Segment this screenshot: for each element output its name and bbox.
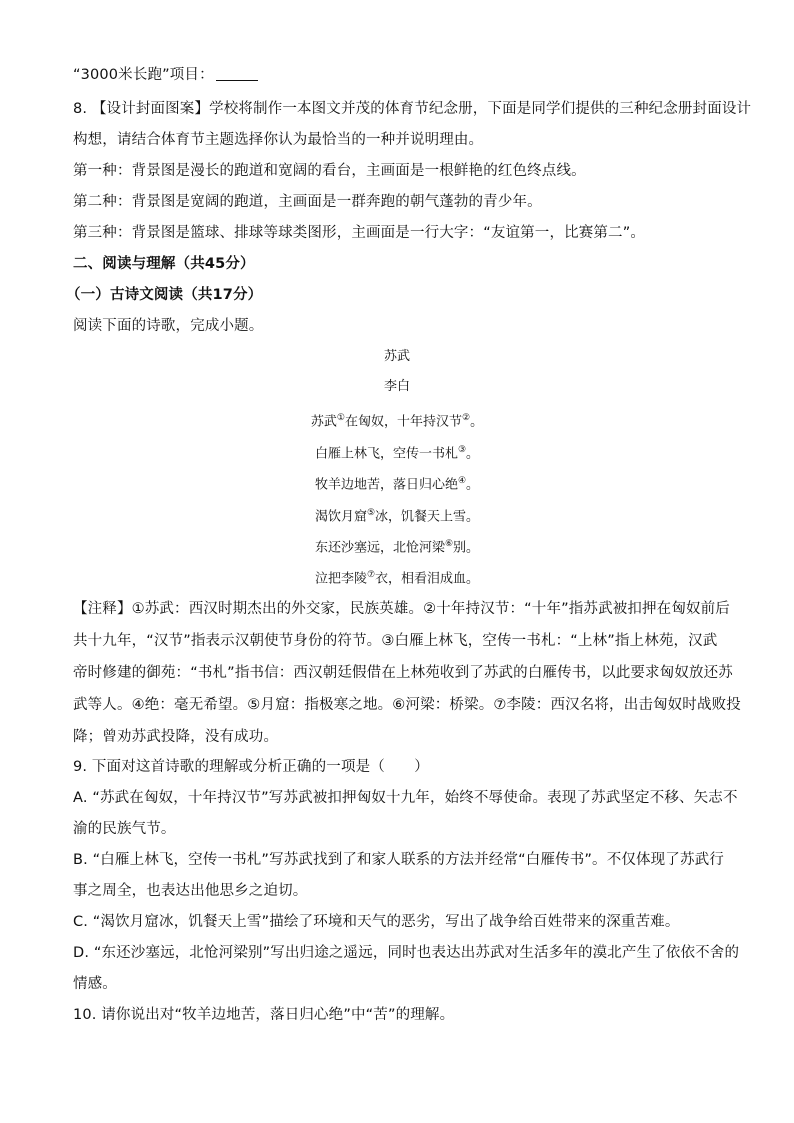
question-9-stem: 9. 下面对这首诗歌的理解或分析正确的一项是（ ） xyxy=(73,759,429,775)
option-b-line-2: 事之周全，也表达出他思乡之迫切。 xyxy=(73,883,308,899)
option-b-line-1: B. “白雁上林飞，空传一书札”写苏武找到了和家人联系的方法并经常“白雁传书”。不仅体现了苏武行 xyxy=(73,852,724,868)
option-a-line-2: 渝的民族气节。 xyxy=(73,821,176,837)
note-ref: ② xyxy=(462,413,471,423)
answer-blank[interactable] xyxy=(216,66,258,81)
poem-line-3: 牧羊边地苦，落日归心绝④。 xyxy=(314,476,480,493)
question-10: 10. 请你说出对“牧羊边地苦，落日归心绝”中“苦”的理解。 xyxy=(73,1007,455,1023)
poem-line-2: 白雁上林飞，空传一书札③。 xyxy=(314,445,480,462)
poem-line-4: 渴饮月窟⑤冰，饥餐天上雪。 xyxy=(314,508,480,525)
notes-line-3: 帝时修建的御苑：“书札”指书信：西汉朝廷假借在上林苑收到了苏武的白雁传书，以此要求匈奴放还苏 xyxy=(73,665,733,681)
poem-author: 李白 xyxy=(383,379,410,394)
note-ref: ⑦ xyxy=(366,570,376,580)
notes-line-5: 降；曾劝苏武投降，没有成功。 xyxy=(73,729,279,745)
poem-line-5: 东还沙塞远，北怆河梁⑥别。 xyxy=(314,539,480,556)
option-a-line-1: A. “苏武在匈奴，十年持汉节”写苏武被扣押匈奴十九年，始终不辱使命。表现了苏武坚定不移、矢志不 xyxy=(73,790,738,806)
note-ref: ③ xyxy=(457,445,467,455)
prompt-3000m: “3000米长跑”项目： xyxy=(73,67,214,83)
note-ref: ④ xyxy=(457,476,467,486)
subsection-heading-poetry: （一）古诗文阅读（共17分） xyxy=(66,287,263,303)
option-d-line-2: 情感。 xyxy=(73,976,117,992)
note-ref: ⑥ xyxy=(444,539,454,549)
option-second: 第二种：背景图是宽阔的跑道，主画面是一群奔跑的朝气蓬勃的青少年。 xyxy=(73,194,542,210)
option-d-line-1: D. “东还沙塞远，北怆河梁别”写出归途之遥远，同时也表达出苏武对生活多年的漠北产生了依依不舍的 xyxy=(73,945,740,961)
section-heading-reading: 二、阅读与理解（共45分） xyxy=(73,256,255,272)
notes-line-1: 【注释】①苏武：西汉时期杰出的外交家，民族英雄。②十年持汉节：“十年”指苏武被扣押在匈奴前后 xyxy=(73,601,730,617)
poem-title: 苏武 xyxy=(383,349,410,364)
answer-line-3000m xyxy=(73,66,723,84)
option-third: 第三种：背景图是篮球、排球等球类图形，主画面是一行大字：“友谊第一，比赛第二”。 xyxy=(73,225,646,241)
question-8-line-2: 构想，请结合体育节主题选择你认为最恰当的一种并说明理由。 xyxy=(73,132,484,148)
reading-instruction: 阅读下面的诗歌，完成小题。 xyxy=(73,318,264,334)
poem-line-1: 苏武①在匈奴，十年持汉节②。 xyxy=(310,413,484,430)
option-c: C. “渴饮月窟冰，饥餐天上雪”描绘了环境和天气的恶劣，写出了战争给百姓带来的深重苦难。 xyxy=(73,914,680,930)
option-first: 第一种：背景图是漫长的跑道和宽阔的看台，主画面是一根鲜艳的红色终点线。 xyxy=(73,163,586,179)
question-8-line-1: 8. 【设计封面图案】学校将制作一本图文并茂的体育节纪念册，下面是同学们提供的三种纪念册封面设计 xyxy=(73,101,752,117)
poem-line-6: 泣把李陵⑦衣，相看泪成血。 xyxy=(314,570,480,587)
notes-line-2: 共十九年，“汉节”指表示汉朝使节身份的符节。③白雁上林飞，空传一书札：“上林”指上林苑，汉武 xyxy=(73,633,718,649)
notes-line-4: 武等人。④绝：毫无希望。⑤月窟：指极寒之地。⑥河梁：桥梁。⑦李陵：西汉名将，出击匈奴时战败投 xyxy=(73,697,741,713)
note-ref: ① xyxy=(336,413,345,423)
note-ref: ⑤ xyxy=(366,508,376,518)
